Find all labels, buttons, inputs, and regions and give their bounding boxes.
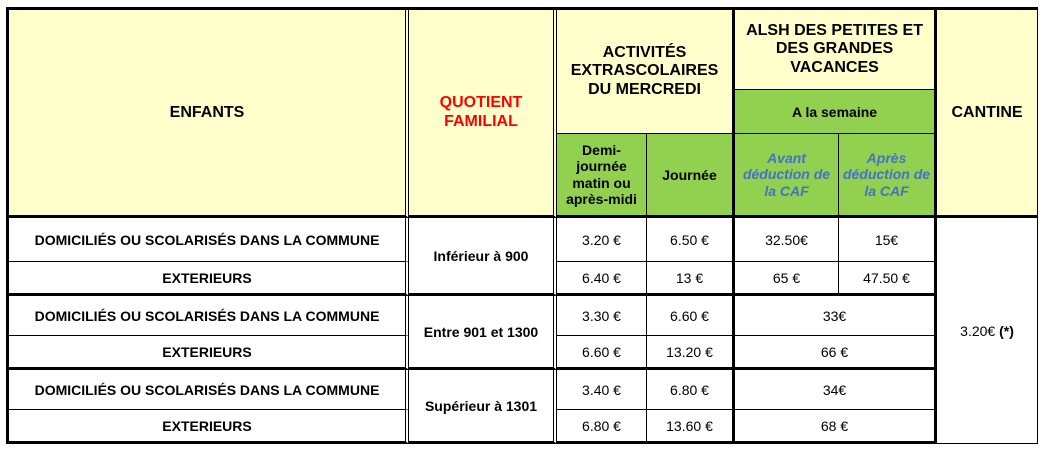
quotient-cell: Inférieur à 900	[409, 218, 557, 296]
journee-value: 6.50 €	[647, 218, 735, 262]
row-label: EXTERIEURS	[9, 262, 409, 296]
header-alsh: ALSH DES PETITES ET DES GRANDES VACANCES	[735, 10, 937, 90]
cantine-cell	[937, 218, 1038, 444]
journee-value: 6.80 €	[647, 370, 735, 410]
demi-journee-value: 3.20 €	[557, 218, 647, 262]
cantine-price: 3.20€	[960, 322, 996, 339]
semaine-value: 68 €	[735, 410, 937, 444]
avant-caf-value: 65 €	[735, 262, 839, 296]
row-label: EXTERIEURS	[9, 410, 409, 444]
table-row	[9, 370, 1038, 410]
avant-caf-value: 32.50€	[735, 218, 839, 262]
header-quotient-familial: QUOTIENT FAMILIAL	[409, 10, 557, 218]
header-activites-mercredi: ACTIVITÉS EXTRASCOLAIRES DU MERCREDI	[557, 10, 735, 134]
apres-caf-value: 15€	[839, 218, 937, 262]
journee-value: 6.60 €	[647, 296, 735, 336]
row-label: DOMICILIÉS OU SCOLARISÉS DANS LA COMMUNE	[9, 218, 409, 262]
row-label: DOMICILIÉS OU SCOLARISÉS DANS LA COMMUNE	[9, 296, 409, 336]
header-demi-journee: Demi-journée matin ou après-midi	[557, 134, 647, 218]
cantine-note: (*)	[999, 322, 1014, 339]
header-journee: Journée	[647, 134, 735, 218]
table-row	[9, 296, 1038, 336]
header-enfants: ENFANTS	[9, 10, 409, 218]
journee-value: 13 €	[647, 262, 735, 296]
journee-value: 13.20 €	[647, 336, 735, 370]
tarifs-table-wrap	[6, 7, 1038, 444]
quotient-cell: Entre 901 et 1300	[409, 296, 557, 370]
table-row	[9, 218, 1038, 262]
demi-journee-value: 3.40 €	[557, 370, 647, 410]
journee-value: 13.60 €	[647, 410, 735, 444]
quotient-cell: Supérieur à 1301	[409, 370, 557, 444]
demi-journee-value: 6.40 €	[557, 262, 647, 296]
apres-caf-value: 47.50 €	[839, 262, 937, 296]
semaine-value: 34€	[735, 370, 937, 410]
semaine-value: 33€	[735, 296, 937, 336]
row-label: EXTERIEURS	[9, 336, 409, 370]
tarifs-table	[6, 7, 1038, 444]
header-a-la-semaine: A la semaine	[735, 90, 937, 134]
semaine-value: 66 €	[735, 336, 937, 370]
demi-journee-value: 3.30 €	[557, 296, 647, 336]
demi-journee-value: 6.80 €	[557, 410, 647, 444]
row-label: DOMICILIÉS OU SCOLARISÉS DANS LA COMMUNE	[9, 370, 409, 410]
demi-journee-value: 6.60 €	[557, 336, 647, 370]
header-avant-caf: Avant déduction de la CAF	[735, 134, 839, 218]
header-apres-caf: Après déduction de la CAF	[839, 134, 937, 218]
header-cantine: CANTINE	[937, 10, 1038, 218]
